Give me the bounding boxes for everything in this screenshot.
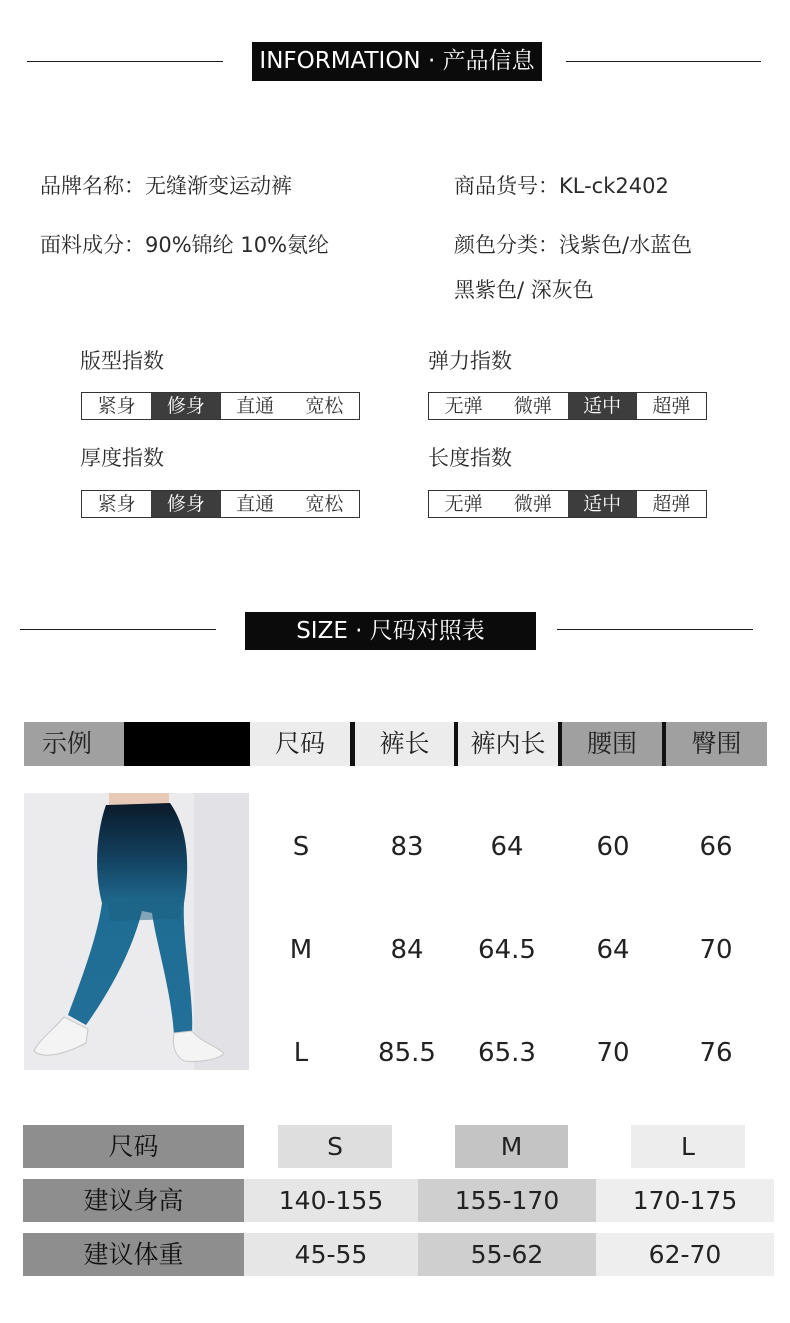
recommend-weight-l: 62-70	[596, 1233, 774, 1276]
recommend-size-l: L	[631, 1125, 745, 1168]
size-cell: M	[289, 935, 313, 965]
size-cell: S	[292, 832, 310, 862]
recommend-height-label: 建议身高	[23, 1179, 244, 1222]
waist-column-header: 腰围	[562, 722, 662, 766]
index-option: 紧身	[97, 395, 136, 417]
example-header	[24, 722, 124, 766]
fabric-label: 面料成分：	[40, 233, 145, 257]
index-option: 直通	[236, 395, 275, 417]
length-index-title: 长度指数	[428, 446, 512, 470]
size-cell: L	[293, 1038, 309, 1068]
color-value-line1: 浅紫色/水蓝色	[559, 233, 693, 257]
elasticity-index-scale	[428, 392, 707, 420]
length-cell: 83	[390, 832, 424, 862]
fabric-row	[40, 229, 329, 259]
index-option: 直通	[236, 493, 275, 515]
color-row	[454, 229, 692, 259]
index-option: 无弹	[444, 395, 483, 417]
divider-line	[566, 61, 761, 62]
length-cell: 84	[390, 935, 424, 965]
recommend-size-s: S	[278, 1125, 392, 1168]
color-value-line2: 黑紫色/ 深灰色	[454, 278, 594, 302]
leggings-illustration	[24, 793, 249, 1070]
index-option: 超弹	[652, 395, 691, 417]
divider-line	[27, 61, 223, 62]
thickness-index-title: 厚度指数	[80, 446, 164, 470]
brand-label: 品牌名称：	[40, 174, 145, 198]
information-banner-title: INFORMATION · 产品信息	[259, 48, 535, 74]
brand-name-row	[40, 170, 292, 200]
hip-cell: 66	[699, 832, 733, 862]
example-header-label: 示例	[42, 729, 93, 758]
index-option: 微弹	[513, 395, 552, 417]
size-banner	[245, 612, 536, 650]
thickness-index-scale	[81, 490, 360, 518]
recommend-size-m: M	[455, 1125, 568, 1168]
recommend-height-s: 140-155	[244, 1179, 418, 1222]
recommend-weight-label: 建议体重	[23, 1233, 244, 1276]
length-column-header: 裤长	[355, 722, 454, 766]
color-label: 颜色分类：	[454, 233, 559, 257]
recommend-size-label: 尺码	[23, 1125, 244, 1168]
recommend-weight-s: 45-55	[244, 1233, 418, 1276]
hip-cell: 70	[699, 935, 733, 965]
waist-cell: 60	[596, 832, 630, 862]
hip-column-header: 臀围	[666, 722, 767, 766]
waist-cell: 70	[596, 1038, 630, 1068]
index-option: 超弹	[652, 493, 691, 515]
length-cell: 85.5	[378, 1038, 436, 1068]
size-banner-title: SIZE · 尺码对照表	[296, 618, 485, 644]
index-option: 紧身	[97, 493, 136, 515]
index-option-selected: 修身	[151, 393, 220, 419]
recommend-weight-m: 55-62	[418, 1233, 596, 1276]
sku-value: KL-ck2402	[559, 174, 669, 198]
product-image	[24, 793, 249, 1070]
divider-line	[20, 629, 216, 630]
fabric-value: 90%锦纶 10%氨纶	[145, 233, 330, 257]
index-option-selected: 适中	[568, 491, 637, 517]
sku-row	[454, 170, 669, 200]
sku-label: 商品货号：	[454, 174, 559, 198]
inseam-cell: 64.5	[478, 935, 536, 965]
length-index-scale	[428, 490, 707, 518]
index-option-selected: 适中	[568, 393, 637, 419]
index-option: 无弹	[444, 493, 483, 515]
fit-index-scale	[81, 392, 360, 420]
inseam-cell: 64	[490, 832, 524, 862]
divider-line	[557, 629, 753, 630]
waist-cell: 64	[596, 935, 630, 965]
brand-value: 无缝渐变运动裤	[145, 174, 292, 198]
inseam-column-header: 裤内长	[458, 722, 558, 766]
hip-cell: 76	[699, 1038, 733, 1068]
information-banner	[252, 42, 542, 81]
size-column-header: 尺码	[250, 722, 350, 766]
recommend-height-m: 155-170	[418, 1179, 596, 1222]
index-option: 微弹	[513, 493, 552, 515]
index-option: 宽松	[305, 395, 344, 417]
inseam-cell: 65.3	[478, 1038, 536, 1068]
elasticity-index-title: 弹力指数	[428, 349, 512, 373]
index-option-selected: 修身	[151, 491, 220, 517]
recommend-height-l: 170-175	[596, 1179, 774, 1222]
example-header-black-block	[124, 722, 250, 766]
index-option: 宽松	[305, 493, 344, 515]
fit-index-title: 版型指数	[80, 349, 164, 373]
